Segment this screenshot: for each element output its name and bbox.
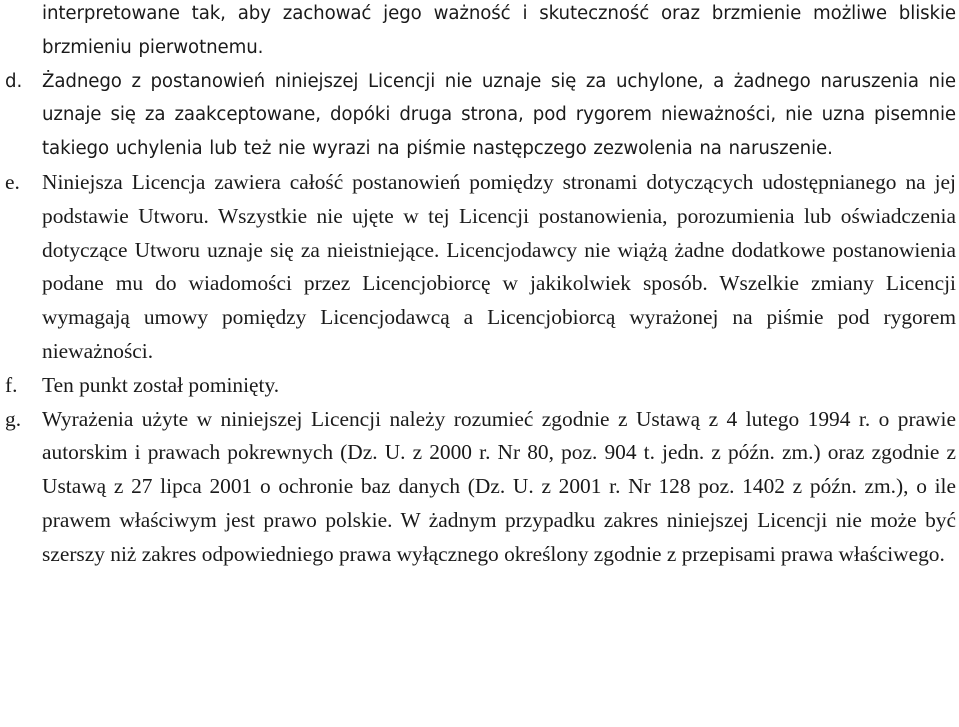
paragraph-text: Wyrażenia użyte w niniejszej Licencji należy rozumieć zgodnie z Ustawą z 4 lutego 1994 r. o prawie autorskim i prawach pokrewnych (Dz. U. z 2000 r. Nr 80, poz. 904 t. jedn. z późn. zm.) oraz zgodnie z Ustawą z 27 lipca 2001 o ochronie baz danych (Dz. U. z 2001 r. Nr 128 poz. 1402 z późn. zm.), o ile prawem właściwym jest prawo polskie. W żadnym przypadku zakres niniejszej Licencji nie może być szerszy niż zakres odpowiedniego prawa wyłącznego określony zgodnie z przepisami prawa właściwego. [42, 406, 956, 566]
paragraph-text: interpretowane tak, aby zachować jego ważność i skuteczność oraz brzmienie możliwe bliskie brzmieniu pierwotnemu. [42, 3, 956, 58]
list-marker: g. [5, 406, 22, 431]
list-item-e [0, 166, 959, 369]
list-marker: f. [5, 372, 18, 397]
paragraph-text: Niniejsza Licencja zawiera całość postanowień pomiędzy stronami dotyczących udostępnianego na jej podstawie Utworu. Wszystkie nie ujęte w tej Licencji postanowienia, porozumienia lub oświadczenia dotyczące Utworu uznaje się za nieistniejące. Licencjodawcy nie wiążą żadne dodatkowe postanowienia podane mu do wiadomości przez Licencjobiorcę w jakikolwiek sposób. Wszelkie zmiany Licencji wymagają umowy pomiędzy Licencjodawcą a Licencjobiorcą wyrażonej na piśmie pod rygorem nieważności. [42, 169, 956, 363]
paragraph-continuation [0, 0, 959, 65]
list-item-f [0, 369, 959, 403]
paragraph-text: Ten punkt został pominięty. [42, 372, 280, 397]
paragraph-text: Żadnego z postanowień niniejszej Licencji nie uznaje się za uchylone, a żadnego naruszenia nie uznaje się za zaakceptowane, dopóki druga strona, pod rygorem nieważności, nie uzna pisemnie takiego uchylenia lub też nie wyrazi na piśmie następczego zezwolenia na naruszenie. [42, 70, 956, 160]
list-item-g [0, 403, 959, 572]
list-marker: e. [5, 169, 20, 194]
list-item-d [0, 65, 959, 166]
list-marker: d. [5, 70, 23, 92]
